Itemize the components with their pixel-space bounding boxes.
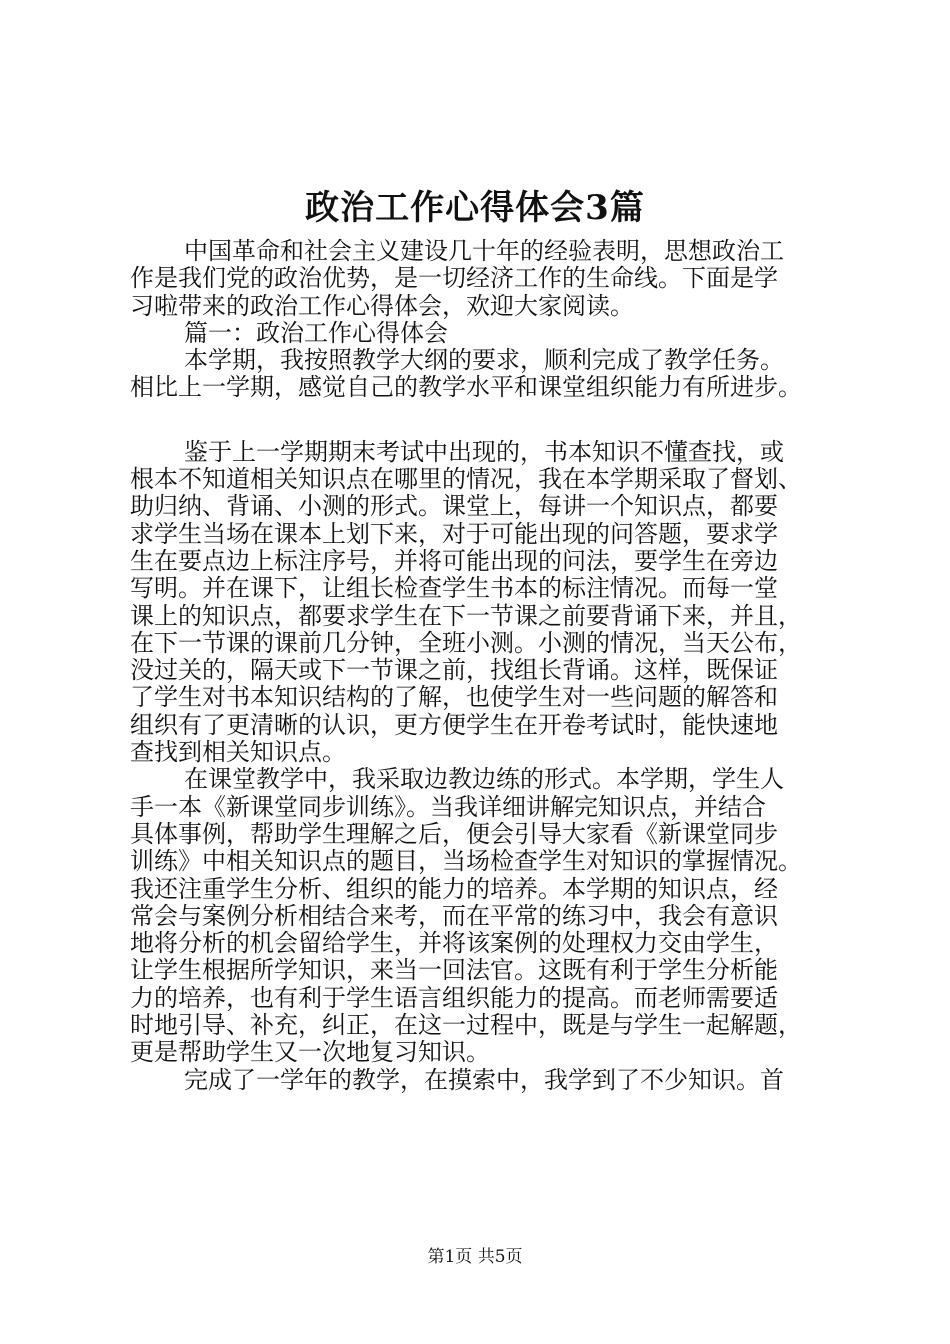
paragraph-line: 写明。并在课下，让组长检查学生书本的标注情况。而每一堂 [130, 574, 778, 603]
paragraph-line: 地将分析的机会留给学生，并将该案例的处理权力交由学生， [130, 929, 778, 958]
paragraph-line: 习啦带来的政治工作心得体会，欢迎大家阅读。 [130, 291, 634, 320]
blank-line [130, 402, 850, 439]
paragraph-line: 没过关的，隔天或下一节课之前，找组长背诵。这样，既保证 [130, 656, 778, 685]
paragraph-line: 完成了一学年的教学，在摸索中，我学到了不少知识。首 [184, 1065, 784, 1094]
paragraph-line: 常会与案例分析相结合来考，而在平常的练习中，我会有意识 [130, 901, 778, 930]
paragraph-line: 生在要点边上标注序号，并将可能出现的问法，要学生在旁边 [130, 546, 778, 575]
paragraph-line: 具体事例，帮助学生理解之后，便会引导大家看《新课堂同步 [130, 819, 778, 848]
paragraph-line: 鉴于上一学期期末考试中出现的，书本知识不懂查找，或 [184, 437, 784, 466]
paragraph-line: 作是我们党的政治优势，是一切经济工作的生命线。下面是学 [130, 264, 778, 293]
document-title: 政治工作心得体会3篇 [305, 188, 645, 228]
paragraph-line: 在课堂教学中，我采取边教边练的形式。本学期，学生人 [184, 765, 784, 794]
paragraph-line: 求学生当场在课本上划下来，对于可能出现的问答题，要求学 [130, 519, 778, 548]
paragraph-line: 让学生根据所学知识，来当一回法官。这既有利于学生分析能 [130, 956, 778, 985]
paragraph-line: 我还注重学生分析、组织的能力的培养。本学期的知识点，经 [130, 874, 778, 903]
paragraph-line: 时地引导、补充，纠正，在这一过程中，既是与学生一起解题， [130, 1011, 802, 1040]
paragraph-line: 中国革命和社会主义建设几十年的经验表明，思想政治工 [184, 237, 784, 265]
paragraph-line: 相比上一学期，感觉自己的教学水平和课堂组织能力有所进步。 [130, 373, 802, 402]
paragraph-line: 助归纳、背诵、小测的形式。课堂上，每讲一个知识点，都要 [130, 492, 778, 521]
paragraph-line: 根本不知道相关知识点在哪里的情况，我在本学期采取了督划、 [130, 465, 802, 494]
paragraph-line: 手一本《新课堂同步训练》。当我详细讲解完知识点，并结合 [130, 792, 766, 821]
paragraph-line: 训练》中相关知识点的题目，当场检查学生对知识的掌握情况。 [130, 847, 802, 876]
section-heading: 篇一：政治工作心得体会 [184, 318, 448, 347]
paragraph-line: 更是帮助学生又一次地复习知识。 [130, 1038, 490, 1067]
paragraph-line: 本学期，我按照教学大纲的要求，顺利完成了教学任务。 [184, 346, 784, 375]
paragraph-line: 在下一节课的课前几分钟，全班小测。小测的情况，当天公布， [130, 628, 802, 657]
document-body [130, 238, 850, 1094]
paragraph-line: 课上的知识点，都要求学生在下一节课之前要背诵下来，并且， [130, 601, 802, 630]
paragraph-line: 查找到相关知识点。 [130, 738, 346, 767]
paragraph-line: 了学生对书本知识结构的了解，也使学生对一些问题的解答和 [130, 683, 778, 712]
page-footer: 第1页 共5页 [427, 1247, 523, 1267]
paragraph-line: 组织有了更清晰的认识，更方便学生在开卷考试时，能快速地 [130, 710, 778, 739]
paragraph-line: 力的培养，也有利于学生语言组织能力的提高。而老师需要适 [130, 983, 778, 1012]
